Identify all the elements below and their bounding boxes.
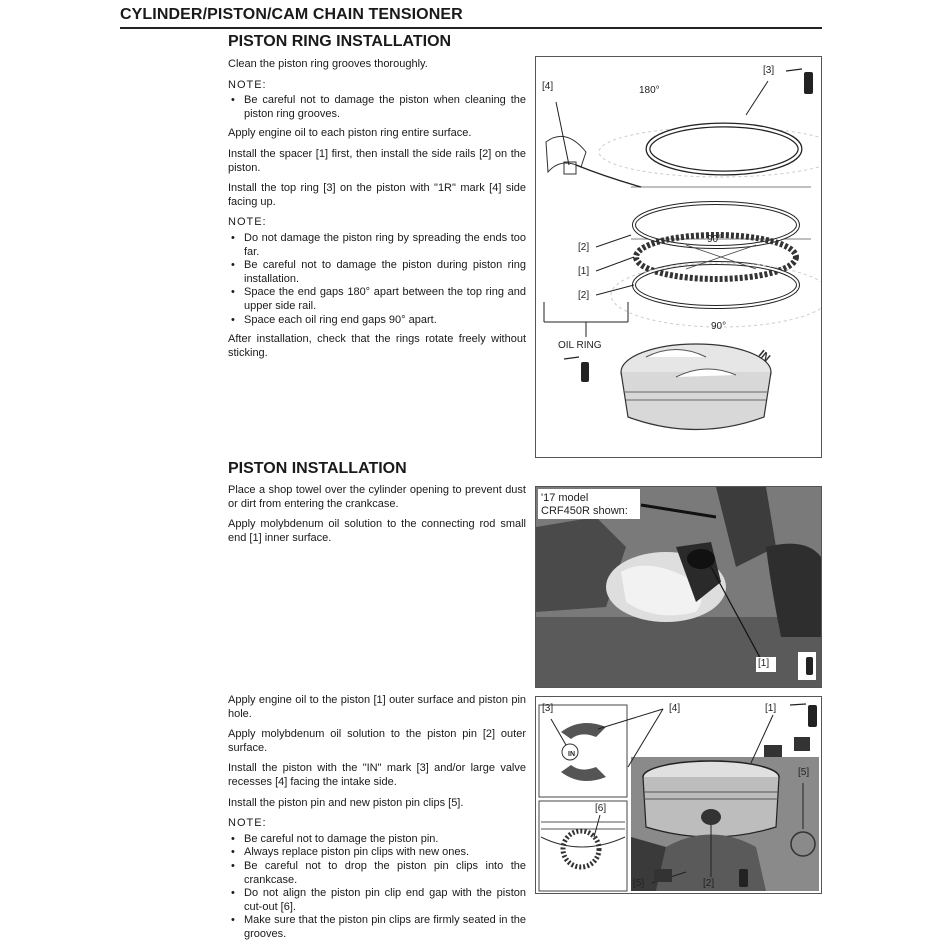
engine-photo-illustration xyxy=(536,487,821,687)
note-item: • Space the end gaps 180° apart between the top ring and upper side rail. xyxy=(228,286,526,313)
note-label: NOTE: xyxy=(228,78,267,91)
paragraph: Apply engine oil to each piston ring entire surface. xyxy=(228,127,472,140)
callout-label-6: [6] xyxy=(595,803,607,814)
callout-label-3: [3] xyxy=(763,65,775,76)
callout-label-1: [1] xyxy=(758,658,770,669)
callout-label-4: [4] xyxy=(669,703,681,714)
angle-label-180: 180° xyxy=(639,85,660,96)
note-list xyxy=(228,833,526,942)
note-item: • Space each oil ring end gaps 90° apart. xyxy=(228,314,526,328)
note-item: • Always replace piston pin clips with new ones. xyxy=(228,846,526,860)
callout-label-5-bottom: [5] xyxy=(633,878,645,889)
piston-pin-text xyxy=(228,694,526,948)
oil-ring-label: OIL RING xyxy=(558,340,602,351)
note-item: • Do not align the piston pin clip end gap with the piston cut-out [6]. xyxy=(228,887,526,914)
piston-installation-text xyxy=(228,484,526,552)
piston-pin-figure xyxy=(535,696,822,894)
callout-label-2: [2] xyxy=(703,878,715,889)
note-item: • Be careful not to damage the piston during piston ring installation. xyxy=(228,259,526,286)
photo-caption-shown: CRF450R shown: xyxy=(541,505,628,517)
piston-ring-diagram xyxy=(536,57,821,457)
paragraph: After installation, check that the rings rotate freely without sticking. xyxy=(228,333,526,359)
callout-label-1: [1] xyxy=(578,266,590,277)
callout-label-2-upper: [2] xyxy=(578,242,590,253)
piston-ring-figure xyxy=(535,56,822,458)
piston-in-mark: IN xyxy=(756,348,773,365)
paragraph: Install the top ring [3] on the piston with "1R" mark [4] side facing up. xyxy=(228,182,526,208)
page-header-title: CYLINDER/PISTON/CAM CHAIN TENSIONER xyxy=(120,6,463,23)
piston-in-mark: IN xyxy=(568,751,575,758)
note-label: NOTE: xyxy=(228,216,267,229)
piston-pin-diagram xyxy=(536,697,821,893)
note-item: • Be careful not to damage the piston when cleaning the piston ring grooves. xyxy=(228,94,526,121)
connecting-rod-photo xyxy=(535,486,822,688)
paragraph: Clean the piston ring grooves thoroughly. xyxy=(228,58,428,70)
paragraph: Install the piston with the "IN" mark [3] and/or large valve recesses [4] facing the intake side. xyxy=(228,762,526,788)
note-list xyxy=(228,232,526,327)
section-heading-ring-installation: PISTON RING INSTALLATION xyxy=(228,33,452,50)
callout-label-3: [3] xyxy=(542,703,554,714)
paragraph: Install the piston pin and new piston pin clips [5]. xyxy=(228,796,464,809)
callout-label-1: [1] xyxy=(765,703,777,714)
paragraph: Apply molybdenum oil solution to the piston pin [2] outer surface. xyxy=(228,728,526,754)
paragraph: Place a shop towel over the cylinder opening to prevent dust or dirt from entering the crankcase. xyxy=(228,484,526,510)
callout-label-4: [4] xyxy=(542,81,554,92)
callout-label-5-right: [5] xyxy=(798,767,810,778)
note-item: • Be careful not to damage the piston pin. xyxy=(228,833,526,847)
note-label: NOTE: xyxy=(228,817,267,830)
paragraph: Apply engine oil to the piston [1] outer surface and piston pin hole. xyxy=(228,694,526,720)
note-list xyxy=(228,94,526,121)
note-item: • Make sure that the piston pin clips are firmly seated in the grooves. xyxy=(228,914,526,941)
ring-installation-text xyxy=(228,58,526,367)
angle-label-90-outer: 90° xyxy=(711,321,727,332)
header-rule xyxy=(120,27,822,29)
callout-label-2-lower: [2] xyxy=(578,290,590,301)
note-item: • Do not damage the piston ring by spreading the ends too far. xyxy=(228,232,526,259)
note-item: • Be careful not to drop the piston pin clips into the crankcase. xyxy=(228,860,526,887)
paragraph: Apply molybdenum oil solution to the connecting rod small end [1] inner surface. xyxy=(228,518,526,544)
photo-caption-model: '17 model xyxy=(541,492,589,504)
angle-label-90-inner: 90° xyxy=(707,234,723,245)
section-heading-piston-installation: PISTON INSTALLATION xyxy=(228,460,407,477)
paragraph: Install the spacer [1] first, then install the side rails [2] on the piston. xyxy=(228,147,526,174)
